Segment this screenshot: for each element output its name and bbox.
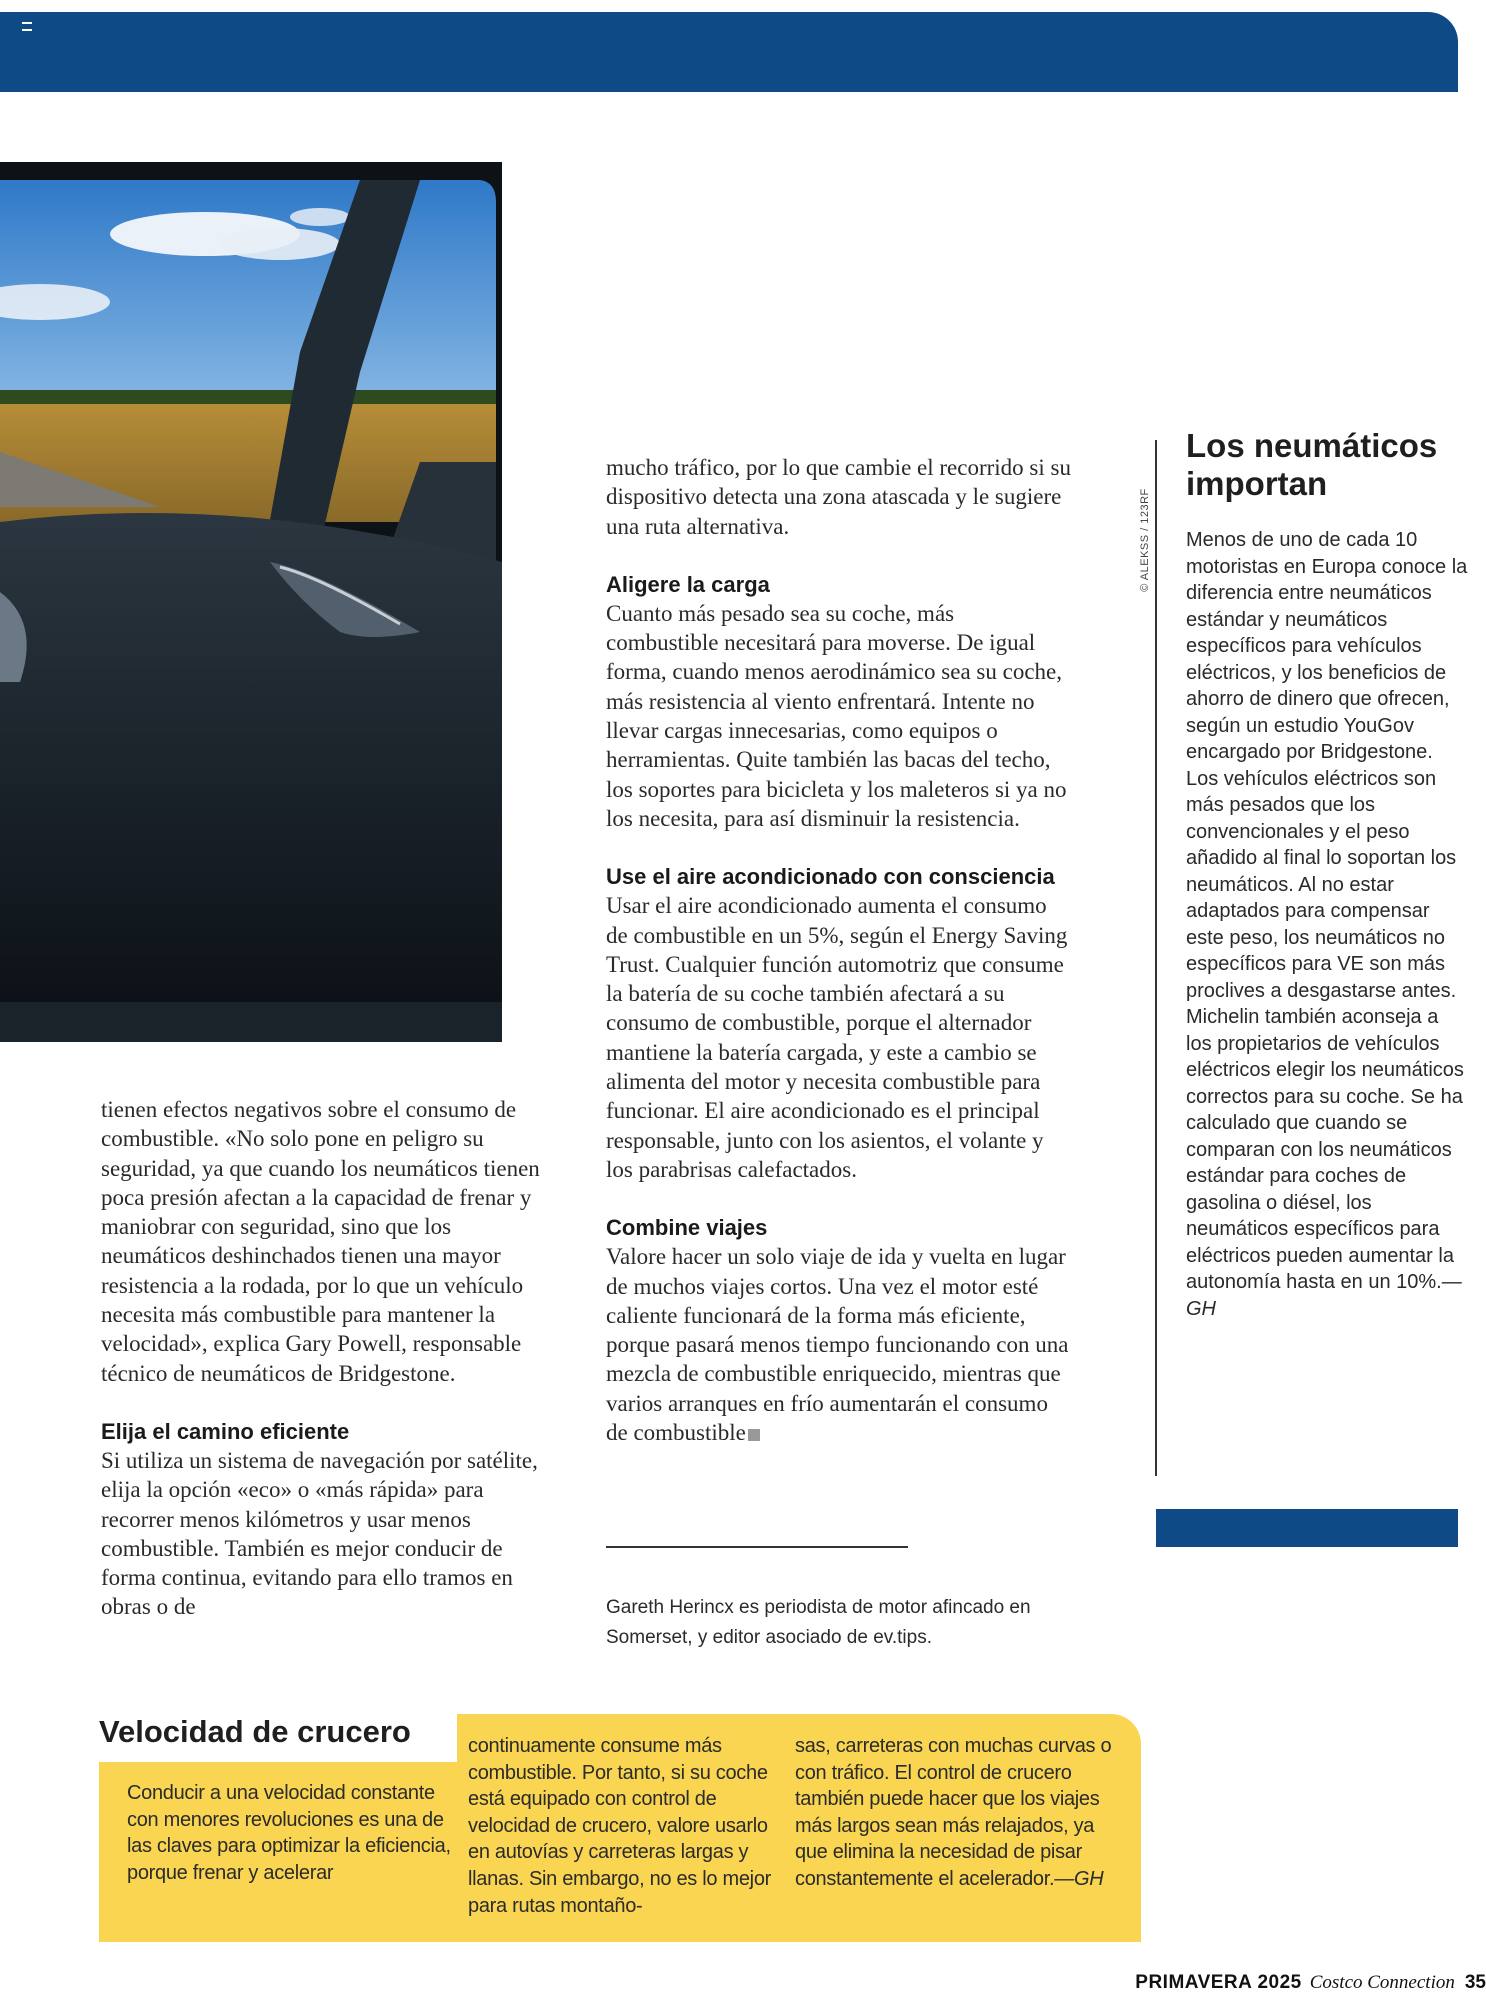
menu-icon xyxy=(22,22,32,31)
article-paragraph-text: Valore hacer un solo viaje de ida y vuelta en lugar de muchos viajes cortos. Una vez el motor esté caliente funcionará de la forma más eficiente, porque pasará menos tiempo funcionando con una mezcla de combustible enriquecido, mientras que varios arranques en frío aumentarán el consumo de combustible xyxy=(606,1244,1069,1446)
article-paragraph xyxy=(606,1242,1071,1447)
cruise-box-text-2: continuamente consume más combustible. Por tanto, si su coche está equipado con control de velocidad de crucero, valore usarlo en autovías y carreteras largas y llanas. Sin embargo, no es lo mejor para rutas montaño- xyxy=(468,1735,771,1917)
article-column-2 xyxy=(606,453,1071,1447)
sidebar-footer-band xyxy=(1156,1509,1458,1547)
article-paragraph: mucho tráfico, por lo que cambie el recorrido si su dispositivo detecta una zona atascada y le sugiere una ruta alternativa. xyxy=(606,455,1071,539)
sidebar-text: Menos de uno de cada 10 motoristas en Europa conoce la diferencia entre neumáticos estándar y neumáticos específicos para vehículos eléctricos, y los beneficios de ahorro de dinero que ofrecen, según un estudio YouGov encargado por Bridgestone. Los vehículos eléctricos son más pesados que los convencionales y el peso añadido al final lo soportan los neumáticos. Al no estar adaptados para compensar este peso, los neumáticos no específicos para VE son más proclives a desgastarse antes. Michelin también aconseja a los propietarios de vehículos eléctricos elegir los neumáticos correctos para su coche. Se ha calculado que cuando se comparan con los neumáticos estándar para coches de gasolina o diésel, los neumáticos específicos para eléctricos pueden aumentar la autonomía hasta en un 10%. xyxy=(1186,529,1468,1293)
subheading-air-conditioning: Use el aire acondicionado con consciencia xyxy=(606,864,1055,890)
sidebar-title: Los neumáticos importan xyxy=(1186,427,1438,502)
subheading-efficient-route: Elija el camino eficiente xyxy=(101,1418,350,1444)
article-paragraph: tienen efectos negativos sobre el consumo de combustible. «No solo pone en peligro su seguridad, ya que cuando los neumáticos tienen poca presión afectan a la capacidad de frenar y maniobrar con seguridad, sino que los neumáticos deshinchados tienen una mayor resistencia a la rodada, por lo que un vehículo necesita más combustible para mantener la velocidad», explica Gary Powell, responsable técnico de neumáticos de Bridgestone. xyxy=(101,1097,540,1386)
cruise-box-text-1: Conducir a una velocidad constante con menores revoluciones es una de las claves para optimizar la eficiencia, porque frenar y acelerar xyxy=(127,1782,451,1884)
sidebar-signature: —GH xyxy=(1186,1271,1462,1320)
car-interior-photo xyxy=(0,162,502,1042)
sidebar-body xyxy=(1186,527,1468,1322)
sidebar-divider xyxy=(1155,440,1157,1476)
photo-illustration xyxy=(0,162,502,1042)
issue-season: PRIMAVERA 2025 xyxy=(1135,1972,1302,1993)
article-paragraph: Usar el aire acondicionado aumenta el consumo de combustible en un 5%, según el Energy Saving Trust. Cualquier función automotriz que consume la batería de su coche también afectará a su consumo de combustible, porque el alternador mantiene la batería cargada, y este a cambio se alimenta del motor y necesita combustible para funcionar. El aire acondicionado es el principal responsable, junto con los asientos, el volante y los parabrisas calefactados. xyxy=(606,893,1068,1182)
cruise-box-title: Velocidad de crucero xyxy=(99,1714,411,1749)
cruise-box-text-3-body: sas, carreteras con muchas curvas o con tráfico. El control de crucero también puede hacer que los viajes más largos sean más relajados, ya que elimina la necesidad de pisar constantemente el acelerador. xyxy=(795,1735,1112,1890)
photo-credit: © ALEKSS / 123RF xyxy=(1139,488,1151,592)
cruise-box-text-3 xyxy=(795,1733,1125,1893)
article-paragraph: Cuanto más pesado sea su coche, más combustible necesitará para moverse. De igual forma, cuando menos aerodinámico sea su coche, más resistencia al viento enfrentará. Intente no llevar cargas innecesarias, como equipos o herramientas. Quite también las bacas del techo, los soportes para bicicleta y los maleteros si ya no los necesita, para así disminuir la resistencia. xyxy=(606,600,1067,831)
subheading-combine-trips: Combine viajes xyxy=(606,1215,768,1241)
end-mark-icon xyxy=(748,1429,760,1441)
page-number: 35 xyxy=(1464,1972,1486,1993)
author-byline: Gareth Herincx es periodista de motor afincado en Somerset, y editor asociado de ev.tips. xyxy=(606,1597,1031,1648)
article-paragraph: Si utiliza un sistema de navegación por satélite, elija la opción «eco» o «más rápida» para recorrer menos kilómetros y usar menos combustible. También es mejor conducir de forma continua, evitando para ello tramos en obras o de xyxy=(101,1447,538,1620)
magazine-name: Costco Connection xyxy=(1309,1972,1455,1993)
byline-divider xyxy=(606,1546,908,1548)
cruise-box-signature: —GH xyxy=(1054,1867,1104,1890)
subheading-lighten-load: Aligere la carga xyxy=(606,571,770,597)
header-band xyxy=(0,12,1458,92)
page-footer xyxy=(1135,1972,1486,1994)
article-column-1 xyxy=(101,1095,561,1622)
